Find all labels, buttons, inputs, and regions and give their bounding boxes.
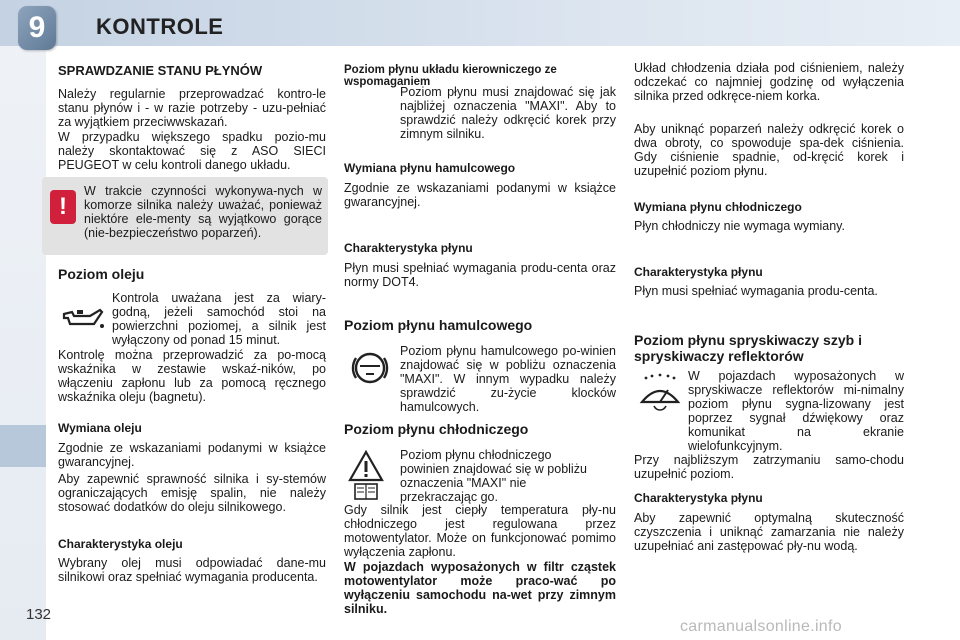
side-tab (0, 425, 46, 467)
page-number: 132 (26, 606, 52, 623)
steering-heading: Poziom płynu układu kierowniczego ze wspomaganiem (344, 64, 557, 88)
oil-change-text-2: Aby zapewnić sprawność silnika i sy-stemów ograniczających emisję spalin, nie należy stosować dodatków do oleju silnikowego. (58, 472, 326, 514)
coolant-fan-text: Gdy silnik jest ciepły temperatura pły-nu chłodniczego jest regulowana przez motowentylator. Może on funkcjonować pomimo wyłączenia zapłonu. (344, 503, 616, 559)
section-heading: SPRAWDZANIE STANU PŁYNÓW (58, 63, 263, 78)
pressure-text-2: Aby uniknąć poparzeń należy odkręcić korek o dwa obroty, co spowoduje spa-dek ciśnienia. Gdy ciśnienie spadnie, od-kręcić korek i uzupełnić poziom płynu. (634, 122, 904, 178)
chapter-badge: 9 (18, 6, 56, 50)
intro-paragraph-1: Należy regularnie przeprowadzać kontro-le stanu płynów i - w razie potrzeby - uzu-pełniać za wyjątkiem przeciwwskazań. (58, 87, 326, 129)
pressure-text-1: Układ chłodzenia działa pod ciśnieniem, należy odczekać co najmniej godzinę od wyłączenia silnika przed odkręce-niem korka. (634, 61, 904, 103)
oil-icon-text: Kontrola uważana jest za wiary-godną, jeżeli samochód stoi na powierzchni poziomej, a silnik jest wyłączony od ponad 15 minut. (112, 291, 326, 347)
watermark: carmanualsonline.info (680, 618, 842, 635)
coolant-level-heading: Poziom płynu chłodniczego (344, 421, 529, 437)
washer-refill-text: Przy najbliższym zatrzymaniu samo-chodu uzupełnić poziom. (634, 453, 904, 481)
washer-fluid-icon (638, 372, 682, 412)
chapter-title: KONTROLE (96, 14, 224, 39)
oil-change-heading: Wymiana oleju (58, 421, 142, 435)
brake-spec-text: Płyn musi spełniać wymagania produ-centa oraz normy DOT4. (344, 261, 616, 289)
brake-icon-text: Poziom płynu hamulcowego po-winien znajdować się w pobliżu oznaczenia "MAXI". W innym wypadku należy sprawdzić zu-życie klocków hamulcowych. (400, 344, 616, 414)
brake-level-heading: Poziom płynu hamulcowego (344, 317, 533, 333)
warning-text: W trakcie czynności wykonywa-nych w komorze silnika należy uważać, ponieważ niektóre ele-menty są wyjątkowo gorące (nie-bezpieczeństwo poparzeń). (84, 184, 322, 240)
brake-change-text: Zgodnie ze wskazaniami podanymi w książce gwarancyjnej. (344, 181, 616, 209)
oil-check-text: Kontrolę można przeprowadzić za po-mocą wskaźnika w zestawie wskaź-ników, po włączeniu zapłonu lub za pomocą ręcznego wskaźnika oleju (bagnetu). (58, 348, 326, 404)
coolant-change-heading: Wymiana płynu chłodniczego (634, 200, 802, 214)
exclamation-icon: ! (50, 190, 76, 224)
washer-icon-text: W pojazdach wyposażonych w spryskiwacze reflektorów mi-nimalny poziom płynu sygna-lizowany jest poprzez sygnał dźwiękowy oraz komunikat na ekranie wielofunkcyjnym. (688, 369, 904, 453)
side-strip (0, 46, 46, 640)
oil-spec-text: Wybrany olej musi odpowiadać dane-mu silnikowi oraz spełniać wymagania producenta. (58, 556, 326, 584)
oil-can-icon (60, 304, 106, 334)
brake-change-heading: Wymiana płynu hamulcowego (344, 161, 516, 175)
oil-level-heading: Poziom oleju (58, 266, 145, 282)
brake-warning-icon (348, 346, 392, 390)
washer-spec-text: Aby zapewnić optymalną skuteczność czyszczenia i uniknąć zamarzania nie należy uzupełniać ani zastępować pły-nu wodą. (634, 511, 904, 553)
brake-spec-heading: Charakterystyka płynu (344, 241, 473, 255)
coolant-warning-icon (348, 450, 384, 502)
coolant-spec-heading: Charakterystyka płynu (634, 265, 763, 279)
coolant-change-text: Płyn chłodniczy nie wymaga wymiany. (634, 219, 845, 233)
coolant-icon-text: Poziom płynu chłodniczego powinien znajdować się w pobliżu oznaczenia "MAXI" nie przekraczając go. (400, 448, 587, 504)
intro-paragraph-2: W przypadku większego spadku pozio-mu należy skontaktować się z ASO SIECI PEUGEOT w celu kontroli danego układu. (58, 130, 326, 172)
steering-text: Poziom płynu musi znajdować się jak najbliżej oznaczenia "MAXI". Aby to sprawdzić należy odkręcić korek przy zimnym silniku. (400, 85, 616, 141)
washer-level-heading: Poziom płynu spryskiwaczy szyb i spryskiwaczy reflektorów (634, 332, 862, 364)
washer-spec-heading: Charakterystyka płynu (634, 491, 763, 505)
oil-spec-heading: Charakterystyka oleju (58, 537, 183, 551)
coolant-spec-text: Płyn musi spełniać wymagania produ-centa. (634, 284, 878, 298)
oil-change-text-1: Zgodnie ze wskazaniami podanymi w książce gwarancyjnej. (58, 441, 326, 469)
coolant-fan-bold-text: W pojazdach wyposażonych w filtr cząstek motowentylator może praco-wać po wyłączeniu samochodu na-wet przy zimnym silniku. (344, 560, 616, 616)
